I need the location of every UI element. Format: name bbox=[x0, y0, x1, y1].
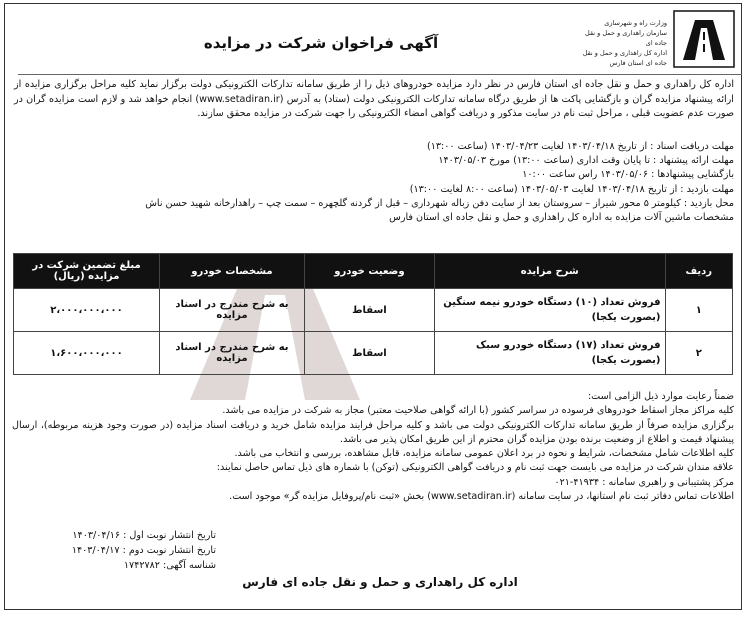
note-eligible-centers: کلیه مراکز مجاز اسقاط خودروهای فرسوده در سراسر کشور (با ارائه گواهی صلاحیت معتبر) مجاز به شرکت در مزایده می باشد. bbox=[222, 405, 734, 417]
road-organization-logo-icon bbox=[673, 10, 735, 68]
footer-signature: اداره کل راهداری و حمل و نقل جاده ای فارس bbox=[242, 575, 518, 589]
row-number: ۲ bbox=[665, 332, 733, 375]
col-header-row-number: ردیف bbox=[665, 254, 733, 289]
opening-date: بازگشایی پیشنهادها : ۱۴۰۳/۰۵/۰۶ راس ساعت ۱۰:۰۰ bbox=[522, 169, 734, 181]
second-publication-date: تاریخ انتشار نوبت دوم : ۱۴۰۳/۰۴/۱۷ bbox=[71, 545, 216, 556]
page-title: آگهی فراخوان شرکت در مزایده bbox=[203, 34, 439, 52]
visit-location: محل بازدید : کیلومتر ۵ محور شیراز – سروستان بعد از سایت دفن زباله شهرداری – قبل از گردنه گلچهره – سمت چپ – راهدارخانه شهید حسن ناش bbox=[145, 197, 734, 209]
col-header-description: شرح مزایده bbox=[434, 254, 665, 289]
note-support-center: مرکز پشتیبانی و راهبری سامانه : ۴۱۹۳۴-۰۲۱ bbox=[554, 476, 734, 488]
col-header-guarantee-amount: مبلغ تضمین شرکت در مزایده (ریال) bbox=[14, 254, 160, 289]
logo-line-ministry: وزارت راه و شهرسازی bbox=[604, 19, 667, 27]
table-row bbox=[14, 332, 733, 375]
offer-deadline: مهلت ارائه پیشنهاد : تا پایان وقت اداری (ساعت ۱۳:۰۰) مورخ ۱۴۰۳/۰۵/۰۳ bbox=[438, 155, 734, 167]
row-status: اسقاط bbox=[304, 332, 434, 375]
header bbox=[6, 6, 741, 74]
note-registration-contact: علاقه مندان شرکت در مزایده می بایست جهت ثبت نام و دریافت گواهی الکترونیکی (توکن) با شماره های ذیل تماس حاصل نمایند: bbox=[216, 462, 734, 474]
row-description: فروش تعداد (۱۰) دستگاه خودرو نیمه سنگین (بصورت یکجا) bbox=[434, 289, 665, 332]
notice-id: شناسه آگهی: ۱۷۴۲۷۸۲ bbox=[123, 560, 216, 571]
row-specs: به شرح مندرج در اسناد مزایده bbox=[160, 332, 305, 375]
document-deadline: مهلت دریافت اسناد : از تاریخ ۱۴۰۳/۰۴/۱۸ لغایت ۱۴۰۳/۰۴/۲۳ (ساعت ۱۳:۰۰) bbox=[426, 141, 734, 152]
table-header-row bbox=[14, 254, 733, 289]
logo-line-organization: سازمان راهداری و حمل و نقل جاده ای bbox=[585, 29, 667, 47]
col-header-specs: مشخصات خودرو bbox=[160, 254, 305, 289]
header-divider bbox=[18, 74, 742, 75]
requirements-notes bbox=[12, 390, 734, 504]
notes-heading: ضمناً رعایت موارد ذیل الزامی است: bbox=[587, 391, 734, 402]
row-guarantee-amount: ۱،۶۰۰،۰۰۰،۰۰۰ bbox=[14, 332, 160, 375]
note-information-availability: کلیه اطلاعات شامل مشخصات، شرایط و نحوه در برد اعلان عمومی سامانه مزایده، قابل مشاهده، بررسی و انتخاب می باشد. bbox=[234, 448, 734, 460]
first-publication-date: تاریخ انتشار نوبت اول : ۱۴۰۳/۰۴/۱۶ bbox=[72, 530, 216, 541]
table-row bbox=[14, 289, 733, 332]
logo-caption bbox=[571, 18, 667, 68]
intro-paragraph: اداره کل راهداری و حمل و نقل جاده ای استان فارس در نظر دارد مزایده خودروهای ذیل را از طریق سامانه تدارکات الکترونیکی دولت برگزار نماید کلیه مراحل برگزاری مزایده از ارائه پیشنهاد مزایده گران و بازگشایی پاکت ها از طریق درگاه سامانه تدارکات الکترونیکی دولت (ستاد) به آدرس (www.setadiran.ir) انجام خواهد شد و لازم است مزایده گران در صورت عدم عضویت قبلی ، مراحل ثبت نام در سایت مذکور و دریافت گواهی امضاء الکترونیکی را جهت شرکت در مزایده محقق سازند. bbox=[14, 79, 734, 119]
auction-details bbox=[14, 140, 734, 225]
note-electronic-process: برگزاری مزایده صرفاً از طریق سامانه تدارکات الکترونیکی دولت می باشد و کلیه مراحل فرایند مزایده شامل خرید و دریافت اسناد مزایده (در صورت وجود هزینه مربوطه)، ارسال پیشنهاد قیمت و اطلاع از وضعیت برنده بودن مزایده گران محترم از این طریق امکان پذیر می باشد. bbox=[12, 419, 734, 445]
visit-period: مهلت بازدید : از تاریخ ۱۴۰۳/۰۴/۱۸ لغایت ۱۴۰۳/۰۵/۰۳ (ساعت ۸:۰۰ لغایت ۱۳:۰۰) bbox=[409, 183, 734, 195]
row-status: اسقاط bbox=[304, 289, 434, 332]
row-specs: به شرح مندرج در اسناد مزایده bbox=[160, 289, 305, 332]
col-header-status: وضعیت خودرو bbox=[304, 254, 434, 289]
note-registration-offices: اطلاعات تماس دفاتر ثبت نام استانها، در سایت سامانه (www.setadiran.ir) بخش «ثبت نام/پروفایل مزایده گر» موجود است. bbox=[229, 491, 734, 503]
row-guarantee-amount: ۲،۰۰۰،۰۰۰،۰۰۰ bbox=[14, 289, 160, 332]
row-description: فروش تعداد (۱۷) دستگاه خودرو سبک (بصورت یکجا) bbox=[434, 332, 665, 375]
row-number: ۱ bbox=[665, 289, 733, 332]
auction-items-table bbox=[13, 253, 733, 375]
publication-info bbox=[16, 528, 216, 573]
equipment-specs-line: مشخصات ماشین آلات مزایده به اداره کل راهداری و حمل و نقل جاده ای استان فارس bbox=[389, 212, 734, 224]
logo-line-directorate: اداره کل راهداری و حمل و نقل جاده ای استان فارس bbox=[582, 49, 667, 67]
